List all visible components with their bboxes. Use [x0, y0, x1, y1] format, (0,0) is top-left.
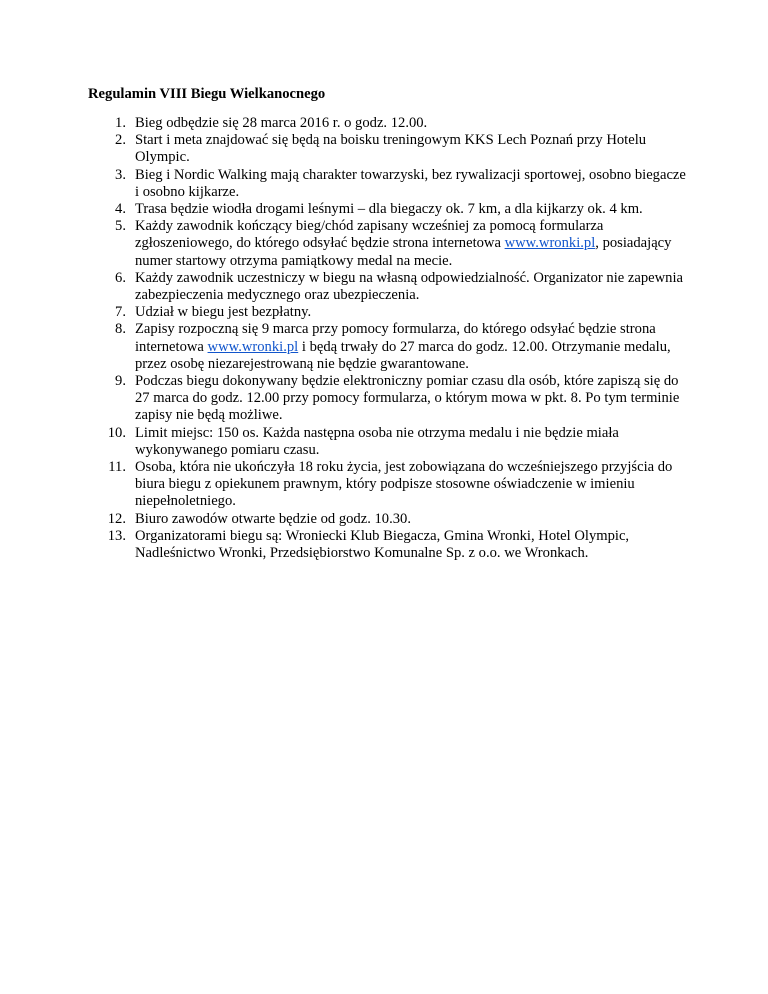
rule-item — [88, 201, 688, 218]
rule-item — [88, 218, 688, 270]
rule-text-segment: Osoba, która nie ukończyła 18 roku życia, jest zobowiązana do wcześniejszego przyjścia do biura biegu z opiekunem prawnym, który podpisze stosowne oświadczenie w imieniu niepełnoletniego. — [135, 459, 673, 510]
rule-text-segment: Bieg odbędzie się 28 marca 2016 r. o godz. 12.00. — [135, 115, 428, 131]
rule-text — [135, 115, 427, 131]
rule-text — [135, 321, 671, 371]
rule-item — [88, 167, 688, 201]
rule-number: 8. — [115, 321, 126, 338]
rule-text-segment: Każdy zawodnik uczestniczy w biegu na własną odpowiedzialność. Organizator nie zapewnia zabezpieczenia medycznego oraz ubezpieczenia. — [135, 269, 684, 304]
rule-text — [135, 511, 411, 527]
rule-number: 10. — [107, 424, 126, 441]
rule-item — [88, 132, 688, 166]
rule-item — [88, 304, 688, 321]
rule-number: 2. — [115, 132, 126, 149]
rules-list — [88, 115, 688, 562]
rule-item — [88, 373, 688, 425]
rule-text — [135, 218, 671, 268]
rule-text — [135, 459, 672, 509]
rule-number: 7. — [115, 304, 126, 321]
rule-number: 13. — [107, 527, 126, 544]
rule-number: 4. — [115, 201, 126, 218]
rule-text-segment: Organizatorami biegu są: Wroniecki Klub Biegacza, Gmina Wronki, Hotel Olympic, Nadleśnictwo Wronki, Przedsiębiorstwo Komunalne Sp. z o.o. we Wronkach. — [135, 527, 630, 562]
rule-item — [88, 528, 688, 562]
rule-text-segment: , posiadający numer startowy otrzyma pamiątkowy medal na mecie. — [135, 235, 672, 269]
rule-text — [135, 167, 686, 200]
rule-text-segment: Udział w biegu jest bezpłatny. — [135, 304, 312, 321]
document-title: Regulamin VIII Biegu Wielkanocnego — [88, 86, 326, 102]
rule-item — [88, 270, 688, 304]
rule-text — [135, 373, 679, 423]
rule-text-segment: Trasa będzie wiodła drogami leśnymi – dla biegaczy ok. 7 km, a dla kijkarzy ok. 4 km. — [135, 201, 643, 218]
rule-number: 9. — [115, 373, 126, 390]
rule-text — [135, 425, 619, 458]
rule-number: 1. — [115, 115, 126, 131]
rule-text — [135, 201, 643, 217]
rule-text-segment: Podczas biegu dokonywany będzie elektroniczny pomiar czasu dla osób, które zapiszą się do 27 marca do godz. 12.00 przy pomocy formularza, o którym mowa w pkt. 8. Po tym terminie zapisy nie będą możliwe. — [135, 373, 680, 424]
rule-number: 5. — [115, 218, 126, 235]
rule-text-segment: Start i meta znajdować się będą na boisku treningowym KKS Lech Poznań przy Hotelu Olympic. — [135, 132, 647, 166]
website-link[interactable]: www.wronki.pl — [207, 338, 299, 355]
rule-item — [88, 115, 688, 132]
rule-item — [88, 511, 688, 528]
rule-item — [88, 425, 688, 459]
rule-text-segment: Bieg i Nordic Walking mają charakter towarzyski, bez rywalizacji sportowej, osobno biegacze i osobno kijkarze. — [135, 166, 686, 200]
rule-text-segment: Zapisy rozpoczną się 9 marca przy pomocy formularza, do którego odsyłać będzie strona internetowa — [135, 321, 656, 355]
rule-text — [135, 132, 646, 165]
rule-number: 11. — [108, 459, 126, 476]
rule-item — [88, 321, 688, 373]
rule-text — [135, 528, 629, 561]
rule-text-segment: Limit miejsc: 150 os. Każda następna osoba nie otrzyma medalu i nie będzie miała wykonywanego pomiaru czasu. — [135, 424, 619, 458]
rule-text — [135, 270, 683, 303]
rule-number: 3. — [115, 166, 126, 183]
website-link[interactable]: www.wronki.pl — [504, 235, 596, 252]
rule-number: 12. — [107, 510, 126, 527]
rule-text-segment: Każdy zawodnik kończący bieg/chód zapisany wcześniej za pomocą formularza zgłoszeniowego, do którego odsyłać będzie strona internetowa — [135, 218, 604, 252]
rule-item — [88, 459, 688, 511]
rule-number: 6. — [115, 269, 126, 286]
rule-text-segment: Biuro zawodów otwarte będzie od godz. 10.30. — [135, 510, 411, 527]
rule-text — [135, 304, 311, 320]
rule-text-segment: i będą trwały do 27 marca do godz. 12.00. Otrzymanie medalu, przez osobę niezarejestrowaną nie będzie gwarantowane. — [135, 338, 671, 372]
